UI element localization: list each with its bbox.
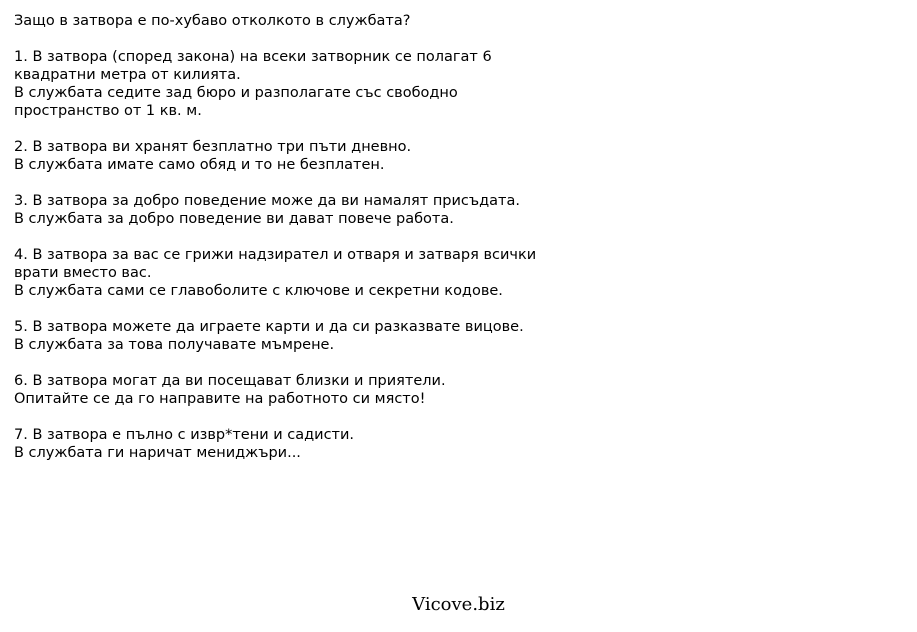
item-line: 4. В затвора за вас се грижи надзирател и отваря и затваря всички	[14, 247, 537, 263]
list-item	[14, 426, 894, 462]
joke-title: Защо в затвора е по-хубаво отколкото в службата?	[14, 13, 411, 29]
item-line: В службата за това получавате мъмрене.	[14, 337, 335, 353]
item-line: 6. В затвора могат да ви посещават близки и приятели.	[14, 373, 446, 389]
item-line: В службата имате само обяд и то не безплатен.	[14, 157, 385, 173]
item-line: В службата за добро поведение ви дават повече работа.	[14, 211, 454, 227]
item-line: врати вместо вас.	[14, 265, 152, 281]
list-item	[14, 246, 894, 300]
item-line: В службата седите зад бюро и разполагате със свободно	[14, 85, 458, 101]
item-line: 3. В затвора за добро поведение може да ви намалят присъдата.	[14, 193, 520, 209]
item-line: пространство от 1 кв. м.	[14, 103, 202, 119]
item-line: 5. В затвора можете да играете карти и да си разказвате вицове.	[14, 319, 524, 335]
item-line: В службата сами се главоболите с ключове и секретни кодове.	[14, 283, 503, 299]
list-item	[14, 372, 894, 408]
joke-text	[14, 12, 894, 480]
list-item	[14, 138, 894, 174]
site-watermark: Vicove.biz	[412, 594, 505, 615]
item-line: 2. В затвора ви хранят безплатно три пъти дневно.	[14, 139, 412, 155]
item-line: Опитайте се да го направите на работното си място!	[14, 391, 426, 407]
list-item	[14, 48, 894, 120]
item-line: 1. В затвора (според закона) на всеки затворник се полагат 6	[14, 49, 492, 65]
list-item	[14, 192, 894, 228]
item-line: 7. В затвора е пълно с извр*тени и садисти.	[14, 427, 355, 443]
list-item	[14, 318, 894, 354]
item-line: В службата ги наричат мениджъри...	[14, 445, 301, 461]
item-line: квадратни метра от килията.	[14, 67, 241, 83]
